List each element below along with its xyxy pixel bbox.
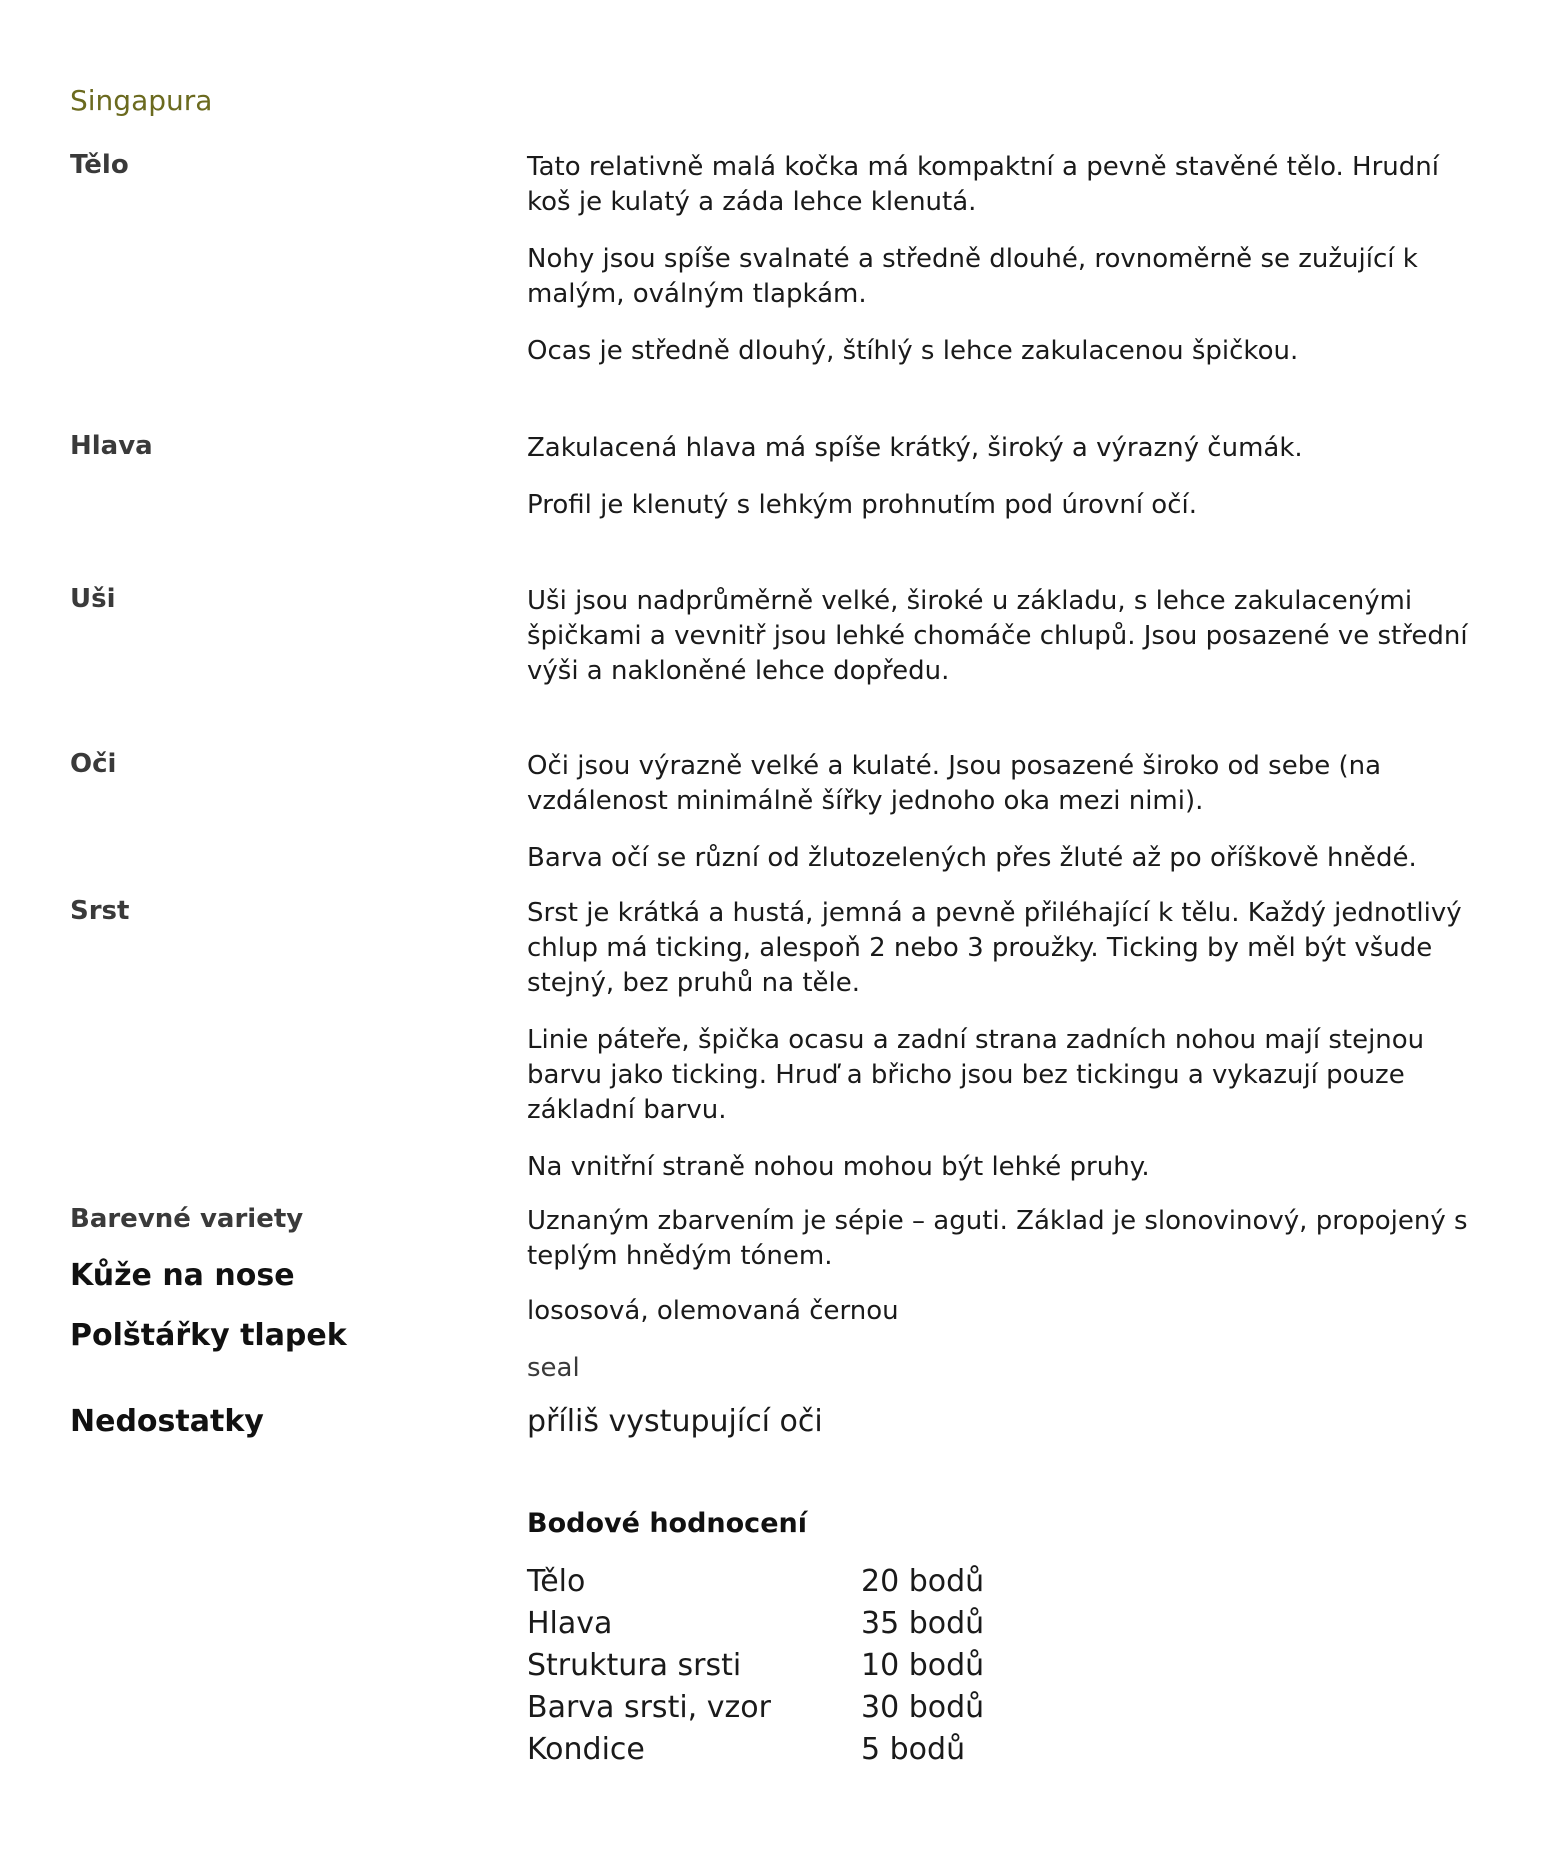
section-value-faults: příliš vystupující oči (527, 1404, 823, 1439)
score-points: 20 bodů (861, 1563, 985, 1599)
paragraph: Nohy jsou spíše svalnaté a středně dlouhé, rovnoměrně se zužující k malým, oválným tlapkám. (527, 244, 1418, 309)
section-desc-body (527, 150, 1487, 391)
paragraph: Srst je krátká a hustá, jemná a pevně přiléhající k tělu. Každý jednotlivý chlup má ticking, alespoň 2 nebo 3 proužky. Ticking by měl být všude stejný, bez pruhů na těle. (527, 898, 1462, 998)
section-label-faults: Nedostatky (70, 1404, 264, 1439)
section-label-pads: Polštářky tlapek (70, 1318, 347, 1353)
table-row (527, 1686, 984, 1728)
score-name: Hlava (527, 1605, 613, 1641)
score-name: Struktura srsti (527, 1647, 742, 1683)
table-row (527, 1644, 984, 1686)
paragraph: Oči jsou výrazně velké a kulaté. Jsou posazené široko od sebe (na vzdálenost minimálně šířky jednoho oka mezi nimi). (527, 751, 1382, 816)
section-desc-head (527, 431, 1487, 545)
section-desc-colors (527, 1204, 1487, 1296)
section-value-pads: seal (527, 1353, 580, 1383)
section-label-nose: Kůže na nose (70, 1258, 295, 1293)
score-name: Tělo (527, 1563, 586, 1599)
paragraph: Profil je klenutý s lehkým prohnutím pod úrovní očí. (527, 490, 1197, 520)
section-label-body: Tělo (70, 150, 129, 180)
table-row (527, 1560, 984, 1602)
paragraph: Na vnitřní straně nohou mohou být lehké pruhy. (527, 1152, 1150, 1182)
paragraph: Zakulacená hlava má spíše krátký, široký a výrazný čumák. (527, 433, 1303, 463)
section-label-coat: Srst (70, 896, 130, 926)
scoring-table (527, 1560, 984, 1770)
section-label-head: Hlava (70, 431, 153, 461)
section-value-nose: lososová, olemovaná černou (527, 1296, 899, 1326)
section-desc-ears (527, 584, 1487, 711)
score-points: 30 bodů (861, 1689, 985, 1725)
paragraph: Barva očí se různí od žlutozelených přes žluté až po oříškově hnědé. (527, 843, 1417, 873)
score-points: 10 bodů (861, 1647, 985, 1683)
table-row (527, 1728, 984, 1770)
section-label-ears: Uši (70, 584, 116, 614)
section-desc-coat (527, 896, 1487, 1207)
breed-title: Singapura (70, 84, 213, 117)
score-points: 5 bodů (861, 1731, 966, 1767)
paragraph: Uznaným zbarvením je sépie – aguti. Základ je slonovinový, propojený s teplým hnědým tónem. (527, 1206, 1468, 1271)
score-name: Kondice (527, 1731, 645, 1767)
section-label-eyes: Oči (70, 749, 117, 779)
scoring-heading: Bodové hodnocení (527, 1508, 807, 1539)
score-name: Barva srsti, vzor (527, 1689, 771, 1725)
paragraph: Uši jsou nadprůměrně velké, široké u základu, s lehce zakulacenými špičkami a vevnitř jsou lehké chomáče chlupů. Jsou posazené ve střední výši a nakloněné lehce dopředu. (527, 586, 1468, 686)
section-desc-eyes (527, 749, 1487, 898)
paragraph: Ocas je středně dlouhý, štíhlý s lehce zakulacenou špičkou. (527, 336, 1299, 366)
section-label-colors: Barevné variety (70, 1204, 304, 1234)
score-points: 35 bodů (861, 1605, 985, 1641)
table-row (527, 1602, 984, 1644)
paragraph: Linie páteře, špička ocasu a zadní strana zadních nohou mají stejnou barvu jako ticking. Hruď a břicho jsou bez tickingu a vykazují pouze základní barvu. (527, 1025, 1425, 1125)
paragraph: Tato relativně malá kočka má kompaktní a pevně stavěné tělo. Hrudní koš je kulatý a záda lehce klenutá. (527, 152, 1439, 217)
